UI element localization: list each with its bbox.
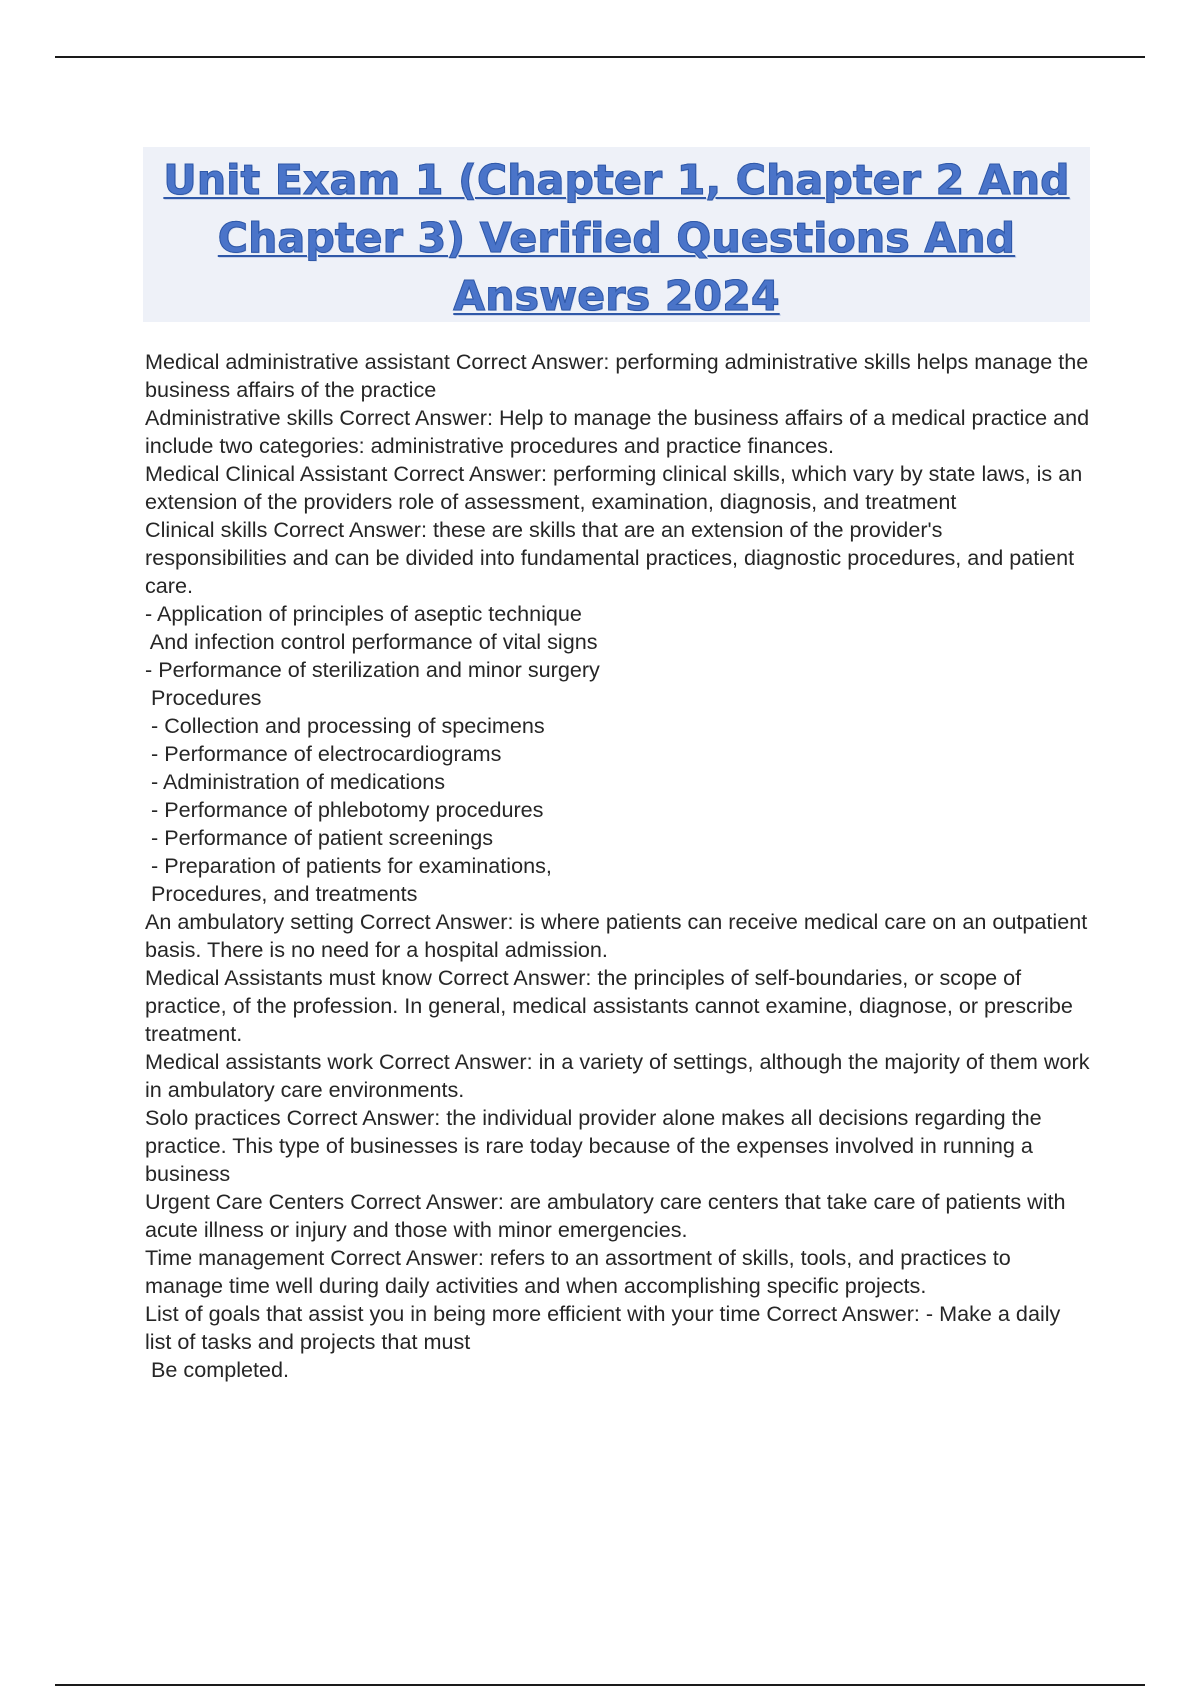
qa-entry: An ambulatory setting Correct Answer: is where patients can receive medical care on an outpatient basis. There is no need for a hospital admission.	[145, 909, 1088, 962]
bullet-line: - Preparation of patients for examinations,	[145, 853, 552, 878]
title-line-1: Unit Exam 1 (Chapter 1, Chapter 2 And	[163, 156, 1070, 204]
qa-entry: Medical Clinical Assistant Correct Answer: performing clinical skills, which vary by state laws, is an extension of the providers role of assessment, examination, diagnosis, and treatment	[145, 461, 1083, 514]
qa-entry: List of goals that assist you in being more efficient with your time Correct Answer: - Make a daily list of tasks and projects that must	[145, 1301, 1061, 1354]
qa-entry: Medical assistants work Correct Answer: in a variety of settings, although the majority of them work in ambulatory care environments.	[145, 1049, 1090, 1102]
bullet-line: - Collection and processing of specimens	[145, 713, 545, 738]
bullet-line: And infection control performance of vital signs	[145, 629, 598, 654]
title-line-2: Chapter 3) Verified Questions And	[217, 214, 1016, 262]
bullet-line: - Administration of medications	[145, 769, 446, 794]
document-title	[143, 151, 1090, 325]
title-banner	[143, 147, 1090, 322]
bullet-line: Procedures	[145, 685, 262, 710]
qa-entry: Clinical skills Correct Answer: these are skills that are an extension of the provider's responsibilities and can be divided into fundamental practices, diagnostic procedures, and patient care.	[145, 517, 1075, 598]
closing-line: Be completed.	[145, 1357, 290, 1382]
qa-entry: Time management Correct Answer: refers to an assortment of skills, tools, and practices to manage time well during daily activities and when accomplishing specific projects.	[145, 1245, 1011, 1298]
bullet-line: Procedures, and treatments	[145, 881, 418, 906]
bullet-line: - Performance of sterilization and minor surgery	[145, 657, 600, 682]
qa-entry: Medical administrative assistant Correct Answer: performing administrative skills helps manage the business affairs of the practice	[145, 349, 1089, 402]
bottom-rule	[55, 1684, 1145, 1686]
bullet-line: - Performance of phlebotomy procedures	[145, 797, 544, 822]
qa-entry: Medical Assistants must know Correct Answer: the principles of self-boundaries, or scope of practice, of the profession. In general, medical assistants cannot examine, diagnose, or prescribe treatment.	[145, 965, 1073, 1046]
bullet-line: - Performance of patient screenings	[145, 825, 494, 850]
document-body	[145, 348, 1090, 1384]
top-rule	[55, 56, 1145, 58]
bullet-line: - Performance of electrocardiograms	[145, 741, 502, 766]
bullet-line: - Application of principles of aseptic technique	[145, 601, 582, 626]
qa-entry: Urgent Care Centers Correct Answer: are ambulatory care centers that take care of patients with acute illness or injury and those with minor emergencies.	[145, 1189, 1066, 1242]
title-line-3: Answers 2024	[453, 272, 780, 320]
qa-entry: Administrative skills Correct Answer: Help to manage the business affairs of a medical practice and include two categories: administrative procedures and practice finances.	[145, 405, 1090, 458]
qa-entry: Solo practices Correct Answer: the individual provider alone makes all decisions regarding the practice. This type of businesses is rare today because of the expenses involved in running a business	[145, 1105, 1042, 1186]
